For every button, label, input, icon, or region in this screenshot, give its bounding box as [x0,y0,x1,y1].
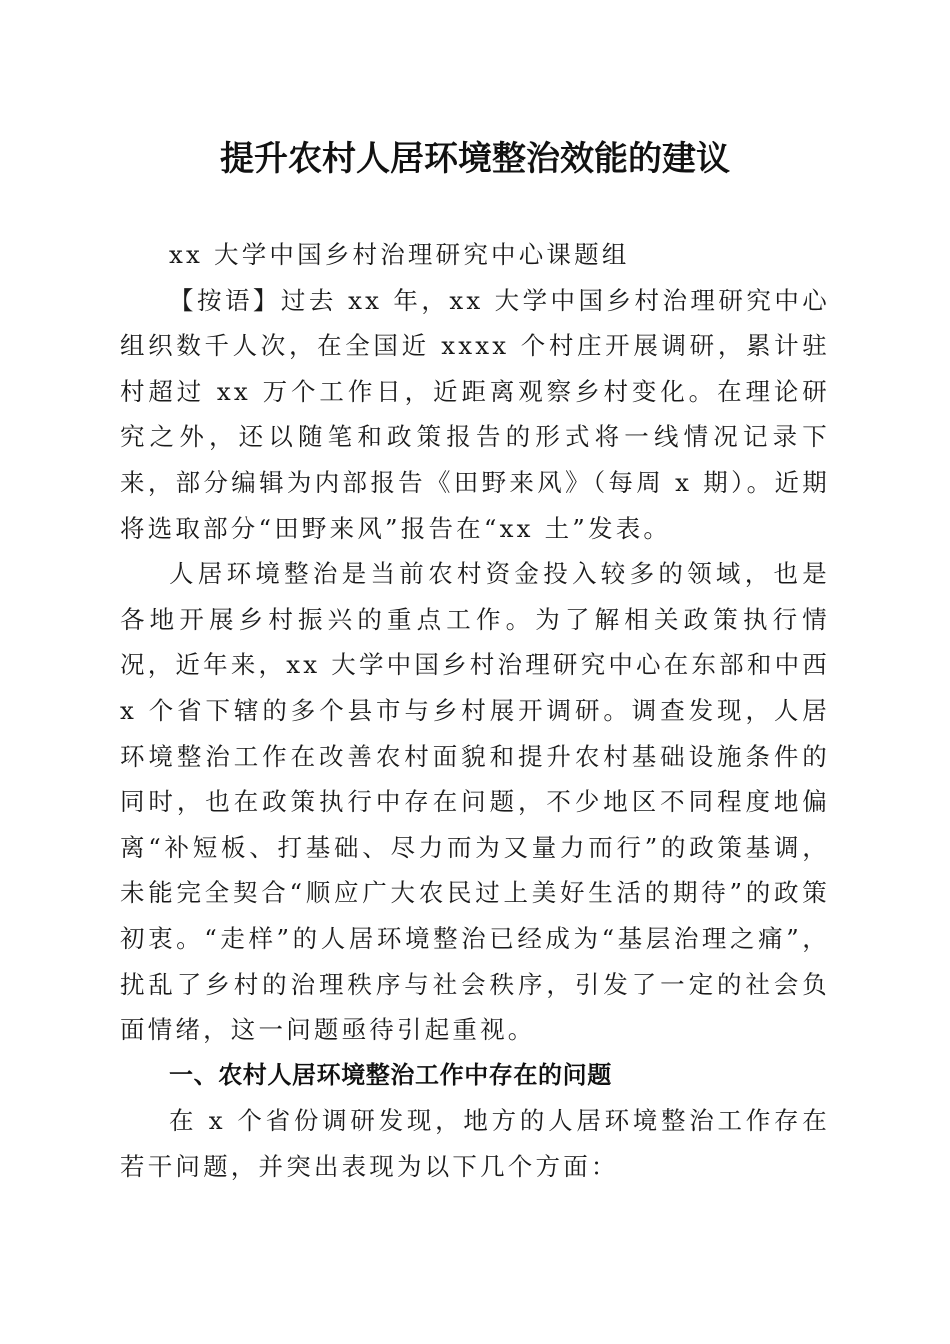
section-1-paragraph: 在 x 个省份调研发现，地方的人居环境整治工作存在若干问题，并突出表现为以下几个方面： [120,1106,830,1181]
document-title: 提升农村人居环境整治效能的建议 [220,139,730,179]
author-line: xx 大学中国乡村治理研究中心课题组 [169,240,630,269]
section-heading-1: 一、农村人居环境整治工作中存在的问题 [169,1060,612,1089]
intro-paragraph: 人居环境整治是当前农村资金投入较多的领域，也是各地开展乡村振兴的重点工作。为了解相关政策执行情况，近年来，xx 大学中国乡村治理研究中心在东部和中西 x 个省下辖的多个县市与乡村展开调研。调查发现，人居环境整治工作在改善农村面貌和提升农村基础设施条件的同时，也在政策执行中存在问题，不少地区不同程度地偏离“补短板、打基础、尽力而为又量力而行”的政策基调，未能完全契合“顺应广大农民过上美好生活的期待”的政策初衷。“走样”的人居环境整治已经成为“基层治理之痛”，扰乱了乡村的治理秩序与社会秩序，引发了一定的社会负面情绪，这一问题亟待引起重视。 [120,559,830,1045]
editor-note-paragraph: 【按语】过去 xx 年，xx 大学中国乡村治理研究中心组织数千人次，在全国近 xxxx 个村庄开展调研，累计驻村超过 xx 万个工作日，近距离观察乡村变化。在理论研究之外，还以随笔和政策报告的形式将一线情况记录下来，部分编辑为内部报告《田野来风》（每周 x 期）。近期将选取部分“田野来风”报告在“xx 土”发表。 [120,285,830,543]
document-body [120,232,830,1189]
